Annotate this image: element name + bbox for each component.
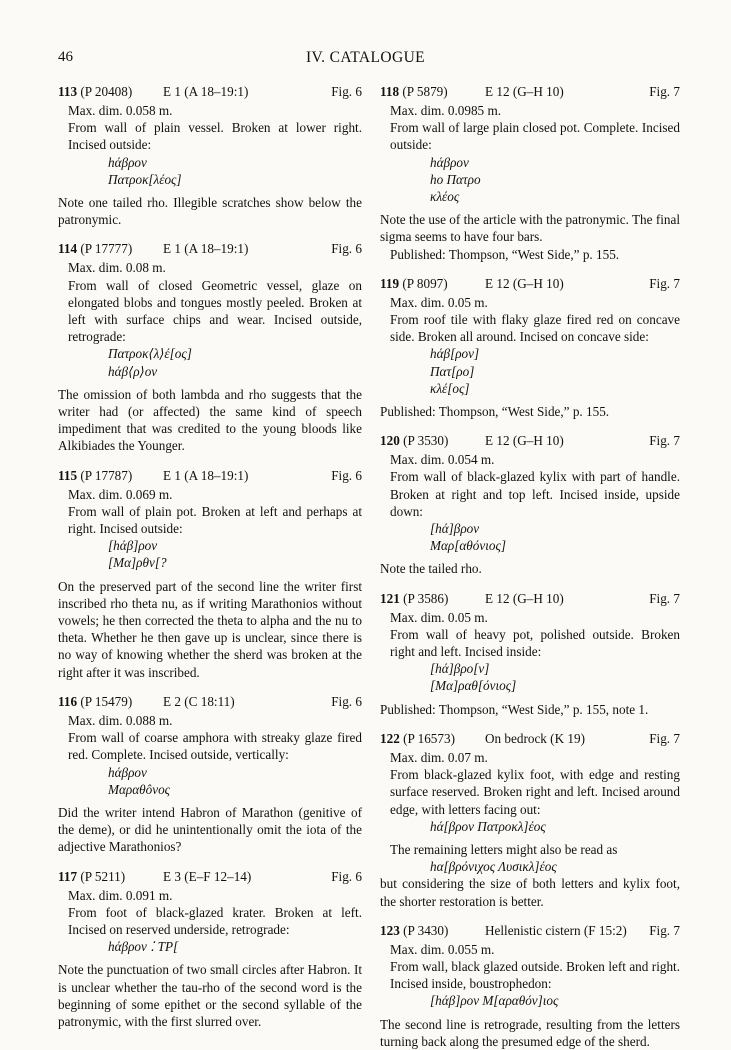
entry-header (380, 590, 680, 609)
catalogue-entry-121 (380, 590, 680, 718)
max-dimension: Max. dim. 0.058 m. (68, 103, 173, 118)
commentary: On the preserved part of the second line the writer first inscribed rho theta nu, as if writing Marathonios without vowels; he then corrected the theta to alpha and the nu to theta. Whether he then gave up is unclear, since there is no way of knowing whether the sherd was broken at the right after it was inscribed. (58, 578, 362, 680)
description: From wall of black-glazed kylix with part of handle. Broken at right and top left. Incised inside, upside down: (390, 469, 680, 519)
figure-ref: Fig. 7 (649, 590, 680, 606)
figure-ref: Fig. 7 (649, 730, 680, 746)
commentary: Did the writer intend Habron of Marathon (genitive of the deme), or did he unintentionally omit the iota of the adjective Marathonios? (58, 804, 362, 855)
find-context: E 3 (E–F 12–14) (163, 868, 252, 884)
commentary: but considering the size of both letters and kylix foot, the shorter restoration is better. (380, 876, 680, 909)
inscription-alternative: hα[βρόνιχος Λυσικλ]έος (430, 859, 557, 875)
catalogue-entry-113 (58, 83, 362, 228)
inscription-line: κλέ[ος] (430, 380, 470, 396)
description: From foot of black-glazed krater. Broken at left. Incised on reserved underside, retrograde: (68, 904, 362, 937)
entry-header (380, 275, 680, 294)
inscription-line: [Μα]ραθ[όνιος] (430, 678, 517, 694)
max-dimension: Max. dim. 0.08 m. (68, 260, 166, 276)
figure-ref: Fig. 6 (331, 241, 362, 257)
figure-ref: Fig. 7 (649, 275, 680, 291)
inscription-line: [Μα]ρθν[? (108, 555, 167, 571)
page-header (0, 49, 731, 69)
max-dimension: Max. dim. 0.054 m. (390, 452, 495, 468)
find-context: E 12 (G–H 10) (485, 433, 564, 449)
catalogue-entry-122 (380, 730, 680, 910)
inscription-line: Πατροκ⟨λ⟩έ[ος] (108, 346, 192, 362)
max-dimension: Max. dim. 0.05 m. (390, 294, 488, 310)
entry-number: 119 (380, 275, 400, 291)
inscription-line: [hάβ]ρον (108, 538, 158, 554)
description: From wall of closed Geometric vessel, glaze on elongated blobs and tongues mostly peeled. Broken at left with surface chips and wear. Incised outside, retrograde: (68, 277, 362, 345)
entry-header (380, 922, 680, 941)
inscription-line: κλέος (430, 189, 460, 205)
description: From wall of heavy pot, polished outside. Broken right and left. Incised inside: (390, 626, 680, 660)
inventory-number: (P 5879) (402, 84, 448, 99)
entry-header (58, 693, 362, 712)
commentary: Note the tailed rho. (380, 561, 482, 577)
inscription-line: hάβ[ρον] (430, 346, 480, 362)
inscription-line: hάβρον (430, 154, 469, 170)
inventory-number: (P 15479) (80, 693, 133, 709)
commentary: The remaining letters might also be read as (390, 841, 618, 857)
entry-header (58, 467, 362, 486)
entry-header (380, 730, 680, 749)
commentary: Note the use of the article with the patronymic. The final sigma seems to have four bars. (380, 212, 680, 245)
max-dimension: Max. dim. 0.069 m. (68, 486, 173, 502)
catalogue-entry-115 (58, 467, 362, 681)
entry-number: 123 (380, 922, 400, 938)
find-context: E 12 (G–H 10) (485, 275, 564, 291)
catalogue-entry-116 (58, 693, 362, 856)
inscription-line: [hά]βρο[ν] (430, 661, 490, 677)
commentary: The omission of both lambda and rho suggests that the writer had (or affected) the same kind of speech impediment that was credited to the young bloods like Alkibiades the Younger. (58, 386, 362, 454)
catalogue-entry-119 (380, 275, 680, 420)
entry-number: 122 (380, 730, 400, 746)
find-context: E 1 (A 18–19:1) (163, 241, 249, 257)
figure-ref: Fig. 6 (331, 467, 362, 483)
inventory-number: (P 8097) (402, 275, 448, 291)
inscription-line: hάβρον (108, 154, 147, 170)
max-dimension: Max. dim. 0.055 m. (390, 941, 495, 957)
entry-number: 117 (58, 868, 78, 884)
inscription-line: hάβρον ⁚ ΤΡ[ (108, 939, 179, 955)
entry-number: 118 (380, 84, 400, 99)
max-dimension: Max. dim. 0.07 m. (390, 749, 488, 765)
entry-header (58, 868, 362, 887)
entry-number: 114 (58, 241, 78, 257)
max-dimension: Max. dim. 0.091 m. (68, 887, 173, 903)
inscription-line: Πατροκ[λέος] (108, 171, 182, 187)
description: From wall of plain vessel. Broken at lower right. Incised outside: (68, 120, 362, 153)
max-dimension: Max. dim. 0.088 m. (68, 712, 173, 728)
inventory-number: (P 3430) (403, 922, 449, 938)
inscription-line: hο Πατρο (430, 171, 481, 187)
inventory-number: (P 5211) (80, 868, 126, 884)
find-context: E 12 (G–H 10) (485, 84, 564, 99)
catalogue-entry-114 (58, 240, 362, 454)
inscription-line: hά[βρον Πατροκλ]έος (430, 818, 546, 834)
inscription-line: Μαρ[αθόνιος] (430, 538, 506, 554)
page-number: 46 (58, 49, 73, 65)
entry-header (380, 83, 680, 102)
publication-ref: Published: Thompson, “West Side,” p. 155. (380, 404, 610, 420)
inventory-number: (P 3530) (403, 433, 449, 449)
figure-ref: Fig. 6 (331, 868, 362, 884)
commentary: The second line is retrograde, resulting from the letters turning back along the presumed edge of the sherd. (380, 1016, 680, 1049)
find-context: Hellenistic cistern (F 15:2) (485, 922, 627, 938)
inventory-number: (P 16573) (403, 730, 455, 746)
find-context: On bedrock (K 19) (485, 730, 585, 746)
find-context: E 2 (C 18:11) (163, 693, 235, 709)
entry-number: 115 (58, 467, 78, 483)
publication-ref: Published: Thompson, “West Side,” p. 155. (390, 246, 620, 262)
catalogue-entry-117 (58, 868, 362, 1031)
entry-header (380, 432, 680, 451)
description: From wall of coarse amphora with streaky glaze fired red. Complete. Incised outside, vertically: (68, 730, 362, 763)
page-title: IV. CATALOGUE (305, 49, 426, 66)
description: From wall of large plain closed pot. Complete. Incised outside: (390, 120, 680, 153)
description: From roof tile with flaky glaze fired red on concave side. Broken all around. Incised on concave side: (390, 312, 680, 345)
find-context: E 1 (A 18–19:1) (163, 467, 249, 483)
description: From wall of plain pot. Broken at left and perhaps at right. Incised outside: (68, 503, 362, 537)
catalogue-entry-123 (380, 922, 680, 1050)
max-dimension: Max. dim. 0.05 m. (390, 609, 488, 625)
entry-header (58, 83, 362, 102)
inventory-number: (P 3586) (403, 590, 449, 606)
commentary: Note the punctuation of two small circles after Habron. It is unclear whether the tau-rho of the second word is the beginning of some epithet or the second syllable of the patronymic, with the first slurred over. (58, 962, 362, 1029)
entry-number: 116 (58, 693, 78, 709)
right-column (380, 83, 680, 1050)
find-context: E 12 (G–H 10) (485, 590, 564, 606)
inventory-number: (P 20408) (80, 84, 133, 99)
entry-number: 113 (58, 84, 78, 99)
inscription-line: hάβ⟨ρ⟩ον (108, 363, 158, 379)
description: From wall, black glazed outside. Broken left and right. Incised inside, boustrophedon: (390, 958, 680, 992)
entry-header (58, 240, 362, 259)
description: From black-glazed kylix foot, with edge and resting surface reserved. Broken right and left. Incised around edge, with letters facing out: (390, 767, 680, 817)
commentary: Note one tailed rho. Illegible scratches show below the patronymic. (58, 195, 362, 228)
figure-ref: Fig. 7 (649, 84, 680, 99)
inventory-number: (P 17787) (80, 467, 133, 483)
figure-ref: Fig. 6 (331, 693, 362, 709)
max-dimension: Max. dim. 0.0985 m. (390, 103, 501, 118)
left-column (58, 83, 362, 1030)
figure-ref: Fig. 6 (331, 84, 362, 99)
inscription-line: Μαραθôνος (108, 781, 171, 797)
inscription-line: hάβρον (108, 764, 147, 780)
catalogue-entry-118 (380, 83, 680, 263)
inscription-line: [hάβ]ρον Μ[αραθόν]ιος (430, 993, 559, 1009)
catalogue-entry-120 (380, 432, 680, 577)
publication-ref: Published: Thompson, “West Side,” p. 155, note 1. (380, 701, 649, 717)
find-context: E 1 (A 18–19:1) (163, 84, 249, 99)
entry-number: 120 (380, 433, 400, 449)
figure-ref: Fig. 7 (649, 433, 680, 449)
inscription-line: Πατ[ρο] (430, 363, 475, 379)
entry-number: 121 (380, 590, 400, 606)
figure-ref: Fig. 7 (649, 922, 680, 938)
inventory-number: (P 17777) (80, 241, 133, 257)
inscription-line: [hά]βρον (430, 521, 480, 537)
